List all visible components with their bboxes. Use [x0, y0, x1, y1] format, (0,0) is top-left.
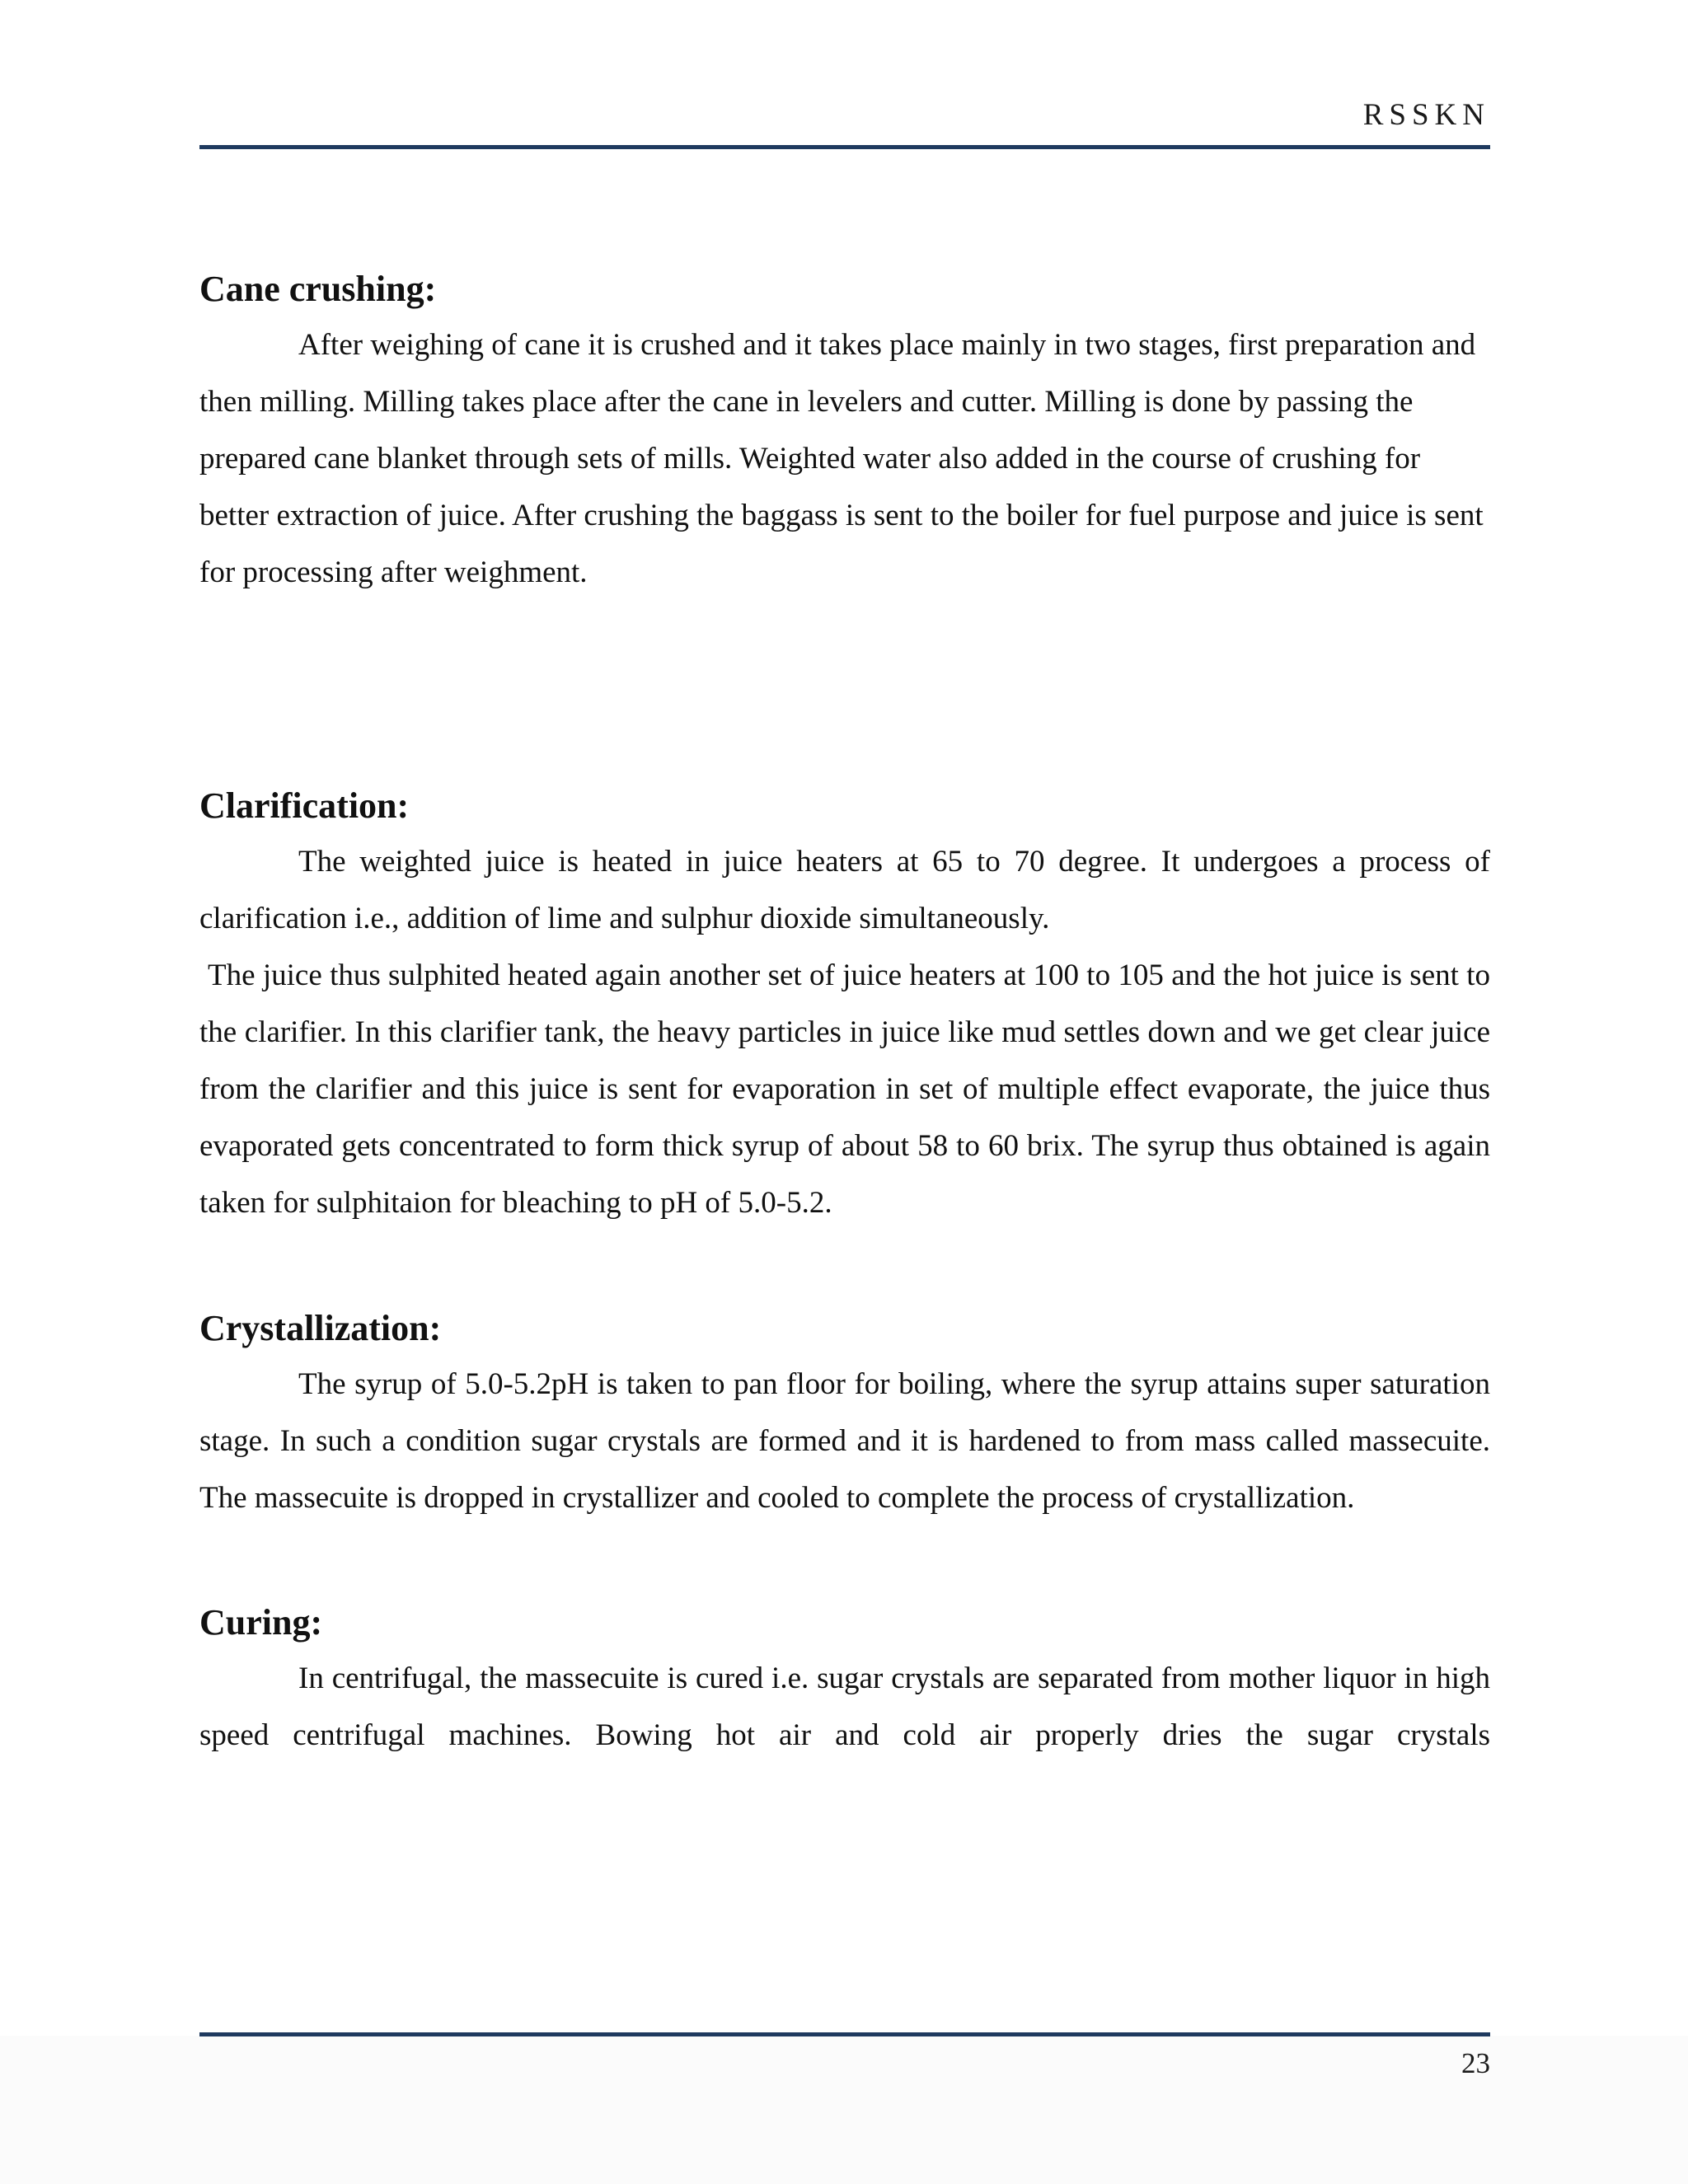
section-heading: Clarification: [199, 785, 410, 826]
page-content [199, 262, 1490, 1764]
section-cane-crushing [199, 262, 1490, 601]
section-spacer [199, 601, 1490, 779]
page-number: 23 [1461, 2047, 1490, 2079]
section-crystallization [199, 1301, 1490, 1526]
section-heading: Cane crushing: [199, 269, 437, 309]
section-clarification [199, 779, 1490, 1231]
section-paragraph: After weighing of cane it is crushed and it takes place mainly in two stages, first preparation and then milling. Milling takes place after the cane in levelers and cutter. Milling is done by passing the prepared cane blanket through sets of mills. Weighted water also added in the course of crushing for better extraction of juice. After crushing the baggass is sent to the boiler for fuel purpose and juice is sent for processing after weighment. [199, 328, 1484, 589]
header-rule [199, 145, 1490, 149]
running-header: RSSKN [1362, 98, 1490, 132]
section-heading: Curing: [199, 1602, 323, 1643]
section-spacer [199, 1231, 1490, 1301]
section-paragraph: In centrifugal, the massecuite is cured i.e. sugar crystals are separated from mother liquor in high speed centrifugal machines. Bowing hot air and cold air properly dries the sugar crystals [199, 1661, 1490, 1752]
footer-shade [0, 2036, 1688, 2184]
section-paragraph-2: The juice thus sulphited heated again another set of juice heaters at 100 to 105 and the hot juice is sent to the clarifier. In this clarifier tank, the heavy particles in juice like mud settles down and we get clear juice from the clarifier and this juice is sent for evaporation in set of multiple effect evaporate, the juice thus evaporated gets concentrated to form thick syrup of about 58 to 60 brix. The syrup thus obtained is again taken for sulphitaion for bleaching to pH of 5.0-5.2. [199, 958, 1490, 1220]
section-heading: Crystallization: [199, 1308, 442, 1348]
section-paragraph: The syrup of 5.0-5.2pH is taken to pan floor for boiling, where the syrup attains super saturation stage. In such a condition sugar crystals are formed and it is hardened to from mass called massecuite. The massecuite is dropped in crystallizer and cooled to complete the process of crystallization. [199, 1367, 1490, 1515]
section-curing [199, 1596, 1490, 1764]
section-paragraph: The weighted juice is heated in juice heaters at 65 to 70 degree. It undergoes a process of clarification i.e., addition of lime and sulphur dioxide simultaneously. [199, 845, 1490, 935]
footer-rule [199, 2032, 1490, 2036]
section-spacer [199, 1526, 1490, 1596]
